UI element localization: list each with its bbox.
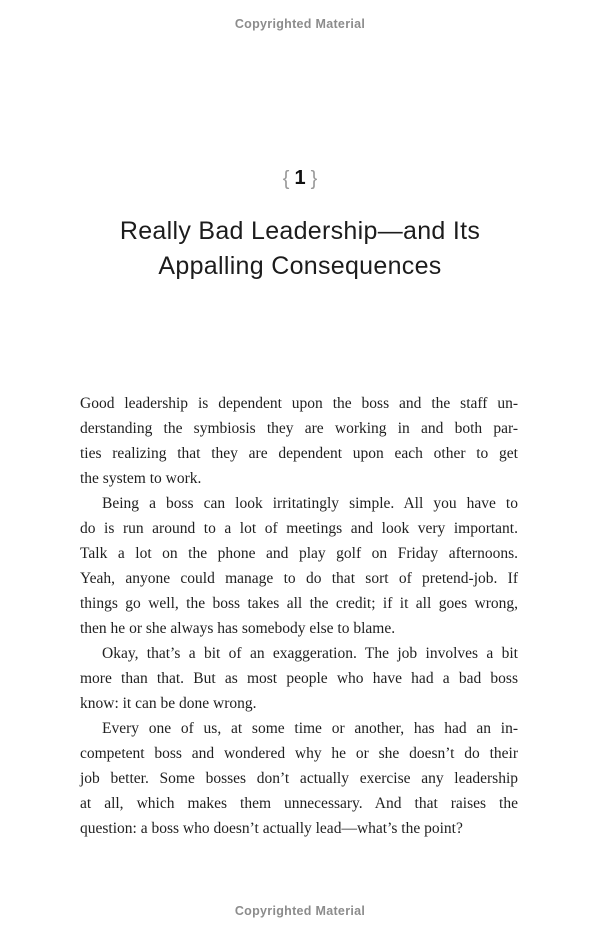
paragraph [80, 716, 518, 841]
chapter-title-line-2: Appalling Consequences [158, 252, 442, 280]
paragraph [80, 391, 518, 491]
body-text [80, 391, 518, 841]
text-line: the system to work. [80, 470, 202, 487]
text-line: at all, which makes them unnecessary. And that raises the [80, 795, 518, 812]
chapter-number-brace-left: { [282, 168, 290, 190]
paragraph [80, 641, 518, 716]
text-line: know: it can be done wrong. [80, 695, 257, 712]
paragraph [80, 491, 518, 641]
text-line: competent boss and wondered why he or she doesn’t do their [80, 745, 518, 762]
text-line: then he or she always has somebody else to blame. [80, 620, 396, 637]
chapter-number-brace-right: } [310, 168, 318, 190]
copyright-notice-bottom: Copyrighted Material [234, 904, 366, 918]
text-line: question: a boss who doesn’t actually lead—what’s the point? [80, 820, 463, 837]
copyright-notice-top: Copyrighted Material [234, 17, 366, 31]
chapter-number-value: 1 [294, 167, 306, 189]
text-line: Yeah, anyone could manage to do that sort of pretend-job. If [80, 570, 518, 587]
text-line: Talk a lot on the phone and play golf on Friday afternoons. [80, 545, 518, 562]
text-line: job better. Some bosses don’t actually exercise any leadership [80, 770, 518, 787]
chapter-title-line-1: Really Bad Leadership—and Its [119, 217, 481, 245]
text-line: more than that. But as most people who have had a bad boss [80, 670, 518, 687]
chapter-number [0, 166, 600, 190]
text-line: ties realizing that they are dependent upon each other to get [80, 445, 518, 462]
text-line: derstanding the symbiosis they are working in and both par- [80, 420, 518, 437]
text-line: Okay, that’s a bit of an exaggeration. The job involves a bit [102, 645, 518, 662]
text-line: Good leadership is dependent upon the boss and the staff un- [80, 395, 518, 412]
text-line: do is run around to a lot of meetings and look very important. [80, 520, 518, 537]
text-line: Being a boss can look irritatingly simple. All you have to [102, 495, 518, 512]
text-line: things go well, the boss takes all the credit; if it all goes wrong, [80, 595, 518, 612]
text-line: Every one of us, at some time or another, has had an in- [102, 720, 518, 737]
chapter-title [0, 214, 600, 284]
